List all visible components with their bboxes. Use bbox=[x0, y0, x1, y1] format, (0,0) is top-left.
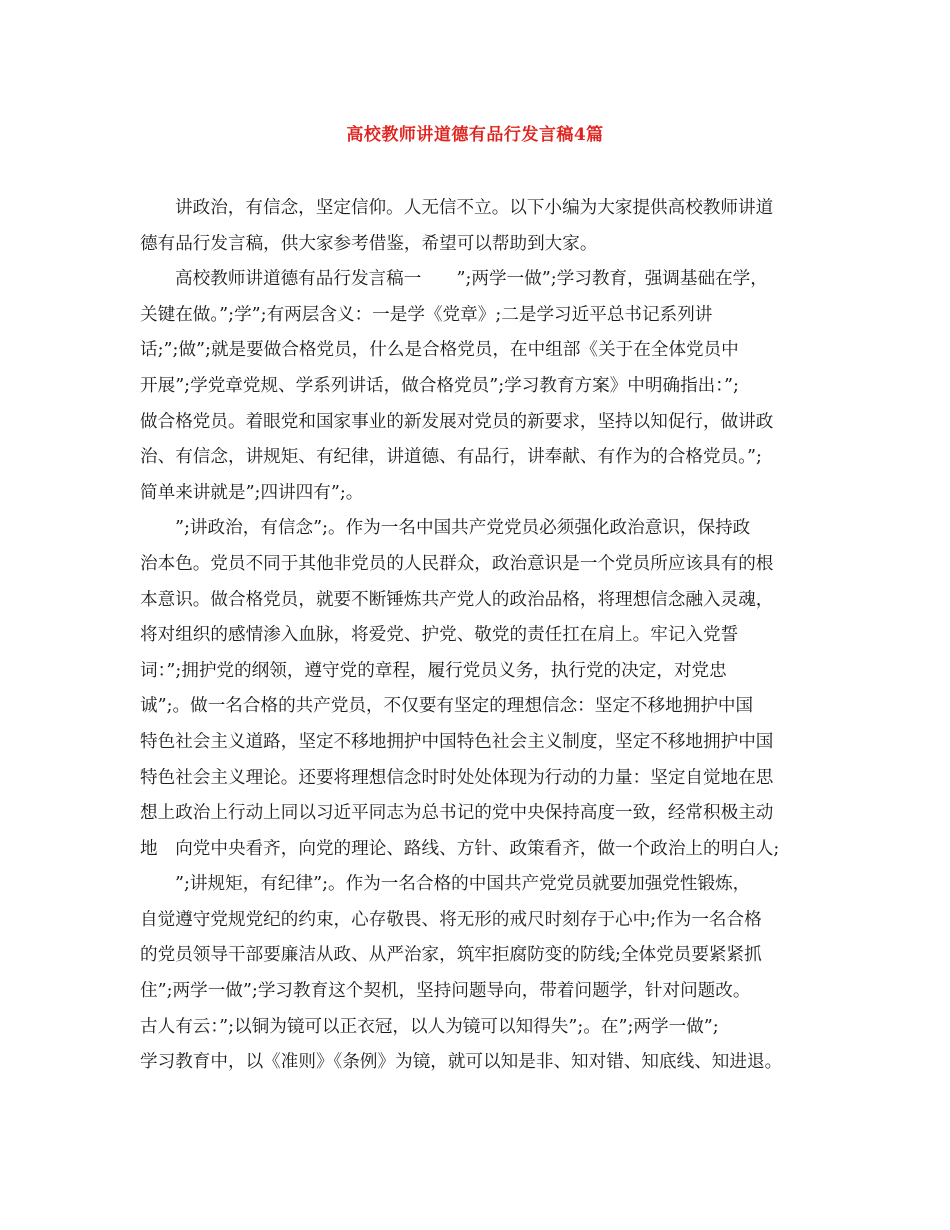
text-line: ”;讲规矩，有纪律”;。作为一名合格的中国共产党党员就要加强党性锻炼， bbox=[175, 874, 751, 895]
text-line: 治本色。党员不同于其他非党员的人民群众，政治意识是一个党员所应该具有的根 bbox=[140, 553, 774, 574]
document-title: 高校教师讲道德有品行发言稿4篇 bbox=[346, 125, 604, 145]
text-line: 治、有信念，讲规矩、有纪律，讲道德、有品行，讲奉献、有作为的合格党员。”; bbox=[140, 447, 762, 468]
text-line: 话;”;做”;就是要做合格党员，什么是合格党员，在中组部《关于在全体党员中 bbox=[140, 340, 739, 361]
text-line: 学习教育中，以《准则》《条例》为镜，就可以知是非、知对错、知底线、知进退。 bbox=[140, 1052, 783, 1073]
text-line: 本意识。做合格党员，就要不断锤炼共产党人的政治品格，将理想信念融入灵魂， bbox=[140, 589, 774, 610]
text-line: 特色社会主义理论。还要将理想信念时时处处体现为行动的力量：坚定自觉地在思 bbox=[140, 767, 774, 788]
text-line: 古人有云：”;以铜为镜可以正衣冠，以人为镜可以知得失”;。在”;两学一做”; bbox=[140, 1016, 719, 1037]
text-line: 词：”;拥护党的纲领，遵守党的章程，履行党员义务，执行党的决定，对党忠 bbox=[140, 660, 727, 681]
text-line: 简单来讲就是”;四讲四有”;。 bbox=[140, 482, 364, 503]
text-line: 特色社会主义道路，坚定不移地拥护中国特色社会主义制度，坚定不移地拥护中国 bbox=[140, 731, 774, 752]
text-line: 开展”;学党章党规、学系列讲话，做合格党员”;学习教育方案》中明确指出：”; bbox=[140, 375, 739, 396]
text-line: 地 向党中央看齐，向党的理论、路线、方针、政策看齐，做一个政治上的明白人; bbox=[140, 838, 780, 859]
text-line: 德有品行发言稿，供大家参考借鉴，希望可以帮助到大家。 bbox=[140, 233, 598, 254]
text-line: 关键在做。”;学”;有两层含义：一是学《党章》;二是学习近平总书记系列讲 bbox=[140, 304, 713, 325]
text-line: 住”;两学一做”;学习教育这个契机，坚持问题导向，带着问题学，针对问题改。 bbox=[140, 981, 751, 1002]
text-line: 想上政治上行动上同以习近平同志为总书记的党中央保持高度一致，经常积极主动 bbox=[140, 803, 774, 824]
document-body bbox=[140, 191, 816, 1081]
text-line: 自觉遵守党规党纪的约束，心存敬畏、将无形的戒尺时刻存于心中;作为一名合格 bbox=[140, 909, 762, 930]
text-line: ”;讲政治，有信念”;。作为一名中国共产党党员必须强化政治意识，保持政 bbox=[175, 518, 751, 539]
text-line: 做合格党员。着眼党和国家事业的新发展对党员的新要求，坚持以知促行，做讲政 bbox=[140, 411, 774, 432]
text-line: 诚”;。做一名合格的共产党员，不仅要有坚定的理想信念：坚定不移地拥护中国 bbox=[140, 696, 754, 717]
text-line: 的党员领导干部要廉洁从政、从严治家，筑牢拒腐防变的防线;全体党员要紧紧抓 bbox=[140, 945, 762, 966]
text-line: 讲政治，有信念，坚定信仰。人无信不立。以下小编为大家提供高校教师讲道 bbox=[175, 198, 774, 218]
text-line: 高校教师讲道德有品行发言稿一 ”;两学一做”;学习教育，强调基础在学， bbox=[175, 269, 768, 290]
text-line: 将对组织的感情渗入血脉，将爱党、护党、敬党的责任扛在肩上。牢记入党誓 bbox=[140, 625, 739, 646]
